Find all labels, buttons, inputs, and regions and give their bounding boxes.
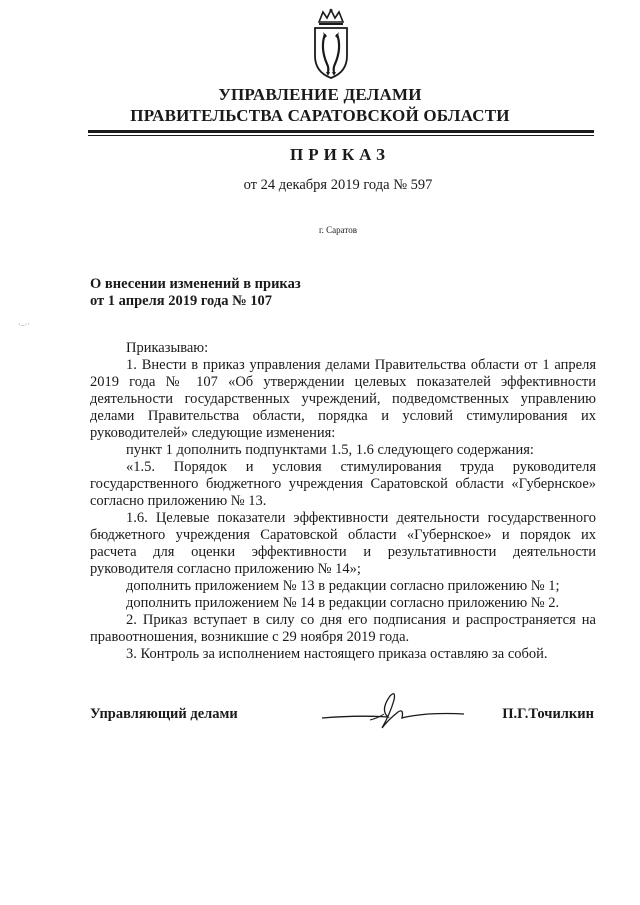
document-city: г. Саратов bbox=[319, 225, 357, 235]
document-date-number: от 24 декабря 2019 года № 597 bbox=[243, 177, 433, 193]
document-title: ПРИКАЗ bbox=[290, 145, 390, 164]
handwritten-signature bbox=[318, 688, 468, 734]
body-paragraph: дополнить приложением № 14 в редакции согласно приложению № 2. bbox=[126, 595, 560, 611]
body-paragraph: дополнить приложением № 13 в редакции согласно приложению № 1; bbox=[126, 578, 560, 594]
signatory-name: П.Г.Точилкин bbox=[502, 706, 594, 722]
body-paragraph: 2. Приказ вступает в силу со дня его подписания и распространяется на правоотношения, возникшие с 29 ноября 2019 года. bbox=[90, 612, 596, 645]
org-name-line1: УПРАВЛЕНИЕ ДЕЛАМИ bbox=[218, 85, 422, 104]
subject-line1: О внесении изменений в приказ bbox=[90, 276, 301, 292]
header-rule-thin bbox=[88, 135, 594, 136]
body-paragraph: Приказываю: bbox=[126, 340, 209, 356]
body-paragraph: 1.6. Целевые показатели эффективности деятельности государственного бюджетного учреждения Саратовской области «Губернское» и порядок их расчета для оценки эффективности и результативности деятельности руководителя согласно приложению № 14»; bbox=[90, 510, 596, 577]
body-paragraph: 3. Контроль за исполнением настоящего приказа оставляю за собой. bbox=[126, 646, 548, 662]
body-paragraph: «1.5. Порядок и условия стимулирования труда руководителя государственного бюджетного учреждения Саратовской области «Губернское» согласно приложению № 13. bbox=[90, 459, 596, 509]
body-paragraph: пункт 1 дополнить подпунктами 1.5, 1.6 следующего содержания: bbox=[126, 442, 534, 458]
body-paragraph: 1. Внести в приказ управления делами Правительства области от 1 апреля 2019 года № 107 «Об утверждении целевых показателей эффективности деятельности государственных учреждений, подведомственных управлению делами Правительства области, порядка и условий стимулирования их руководителей» следующие изменения: bbox=[90, 357, 596, 441]
signatory-position: Управляющий делами bbox=[90, 706, 238, 722]
coat-of-arms-emblem bbox=[305, 8, 357, 80]
header-rule-thick bbox=[88, 130, 594, 133]
org-name-line2: ПРАВИТЕЛЬСТВА САРАТОВСКОЙ ОБЛАСТИ bbox=[130, 106, 510, 125]
document-body bbox=[90, 340, 596, 663]
margin-mark: ·–·· bbox=[18, 320, 30, 329]
subject-line2: от 1 апреля 2019 года № 107 bbox=[90, 293, 273, 309]
document-subject bbox=[90, 276, 301, 310]
